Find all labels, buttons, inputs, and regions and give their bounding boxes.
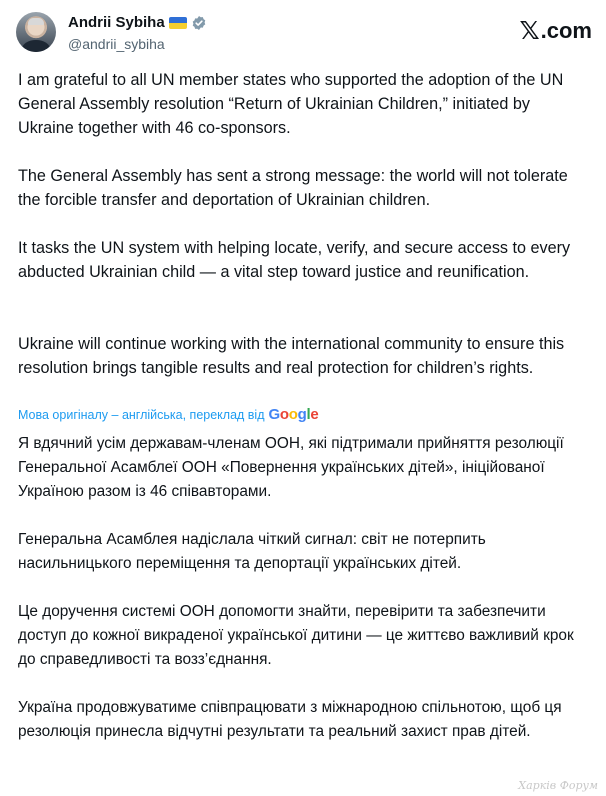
ukraine-flag-icon <box>169 17 187 29</box>
avatar-hair <box>28 18 44 25</box>
x-logo-icon: 𝕏 <box>519 16 540 45</box>
translation-note-label: Мова оригіналу – англійська, переклад від <box>18 407 265 422</box>
post-text-ua-1 <box>18 432 590 504</box>
post-paragraph: I am grateful to all UN member states who supported the adoption of the UN General Assembly resolution “Return of Ukrainian Children,” initiated by Ukraine together with 46 co-sponsors. <box>18 71 564 137</box>
post-text-en-1 <box>18 68 590 140</box>
post-text-ua-4 <box>18 696 590 744</box>
avatar[interactable] <box>16 12 56 52</box>
post-paragraph: Ukraine will continue working with the international community to ensure this resolution brings tangible results and real protection for children’s rights. <box>18 335 565 377</box>
translation-note[interactable] <box>18 406 318 423</box>
author-handle[interactable]: @andrii_sybiha <box>68 36 165 52</box>
post-paragraph: Генеральна Асамблея надіслала чіткий сигнал: світ не потерпить насильницького переміщення та депортації українських дітей. <box>18 531 486 572</box>
avatar-suit <box>22 40 50 52</box>
author-name-row <box>68 14 207 31</box>
post-text-ua-2 <box>18 528 590 576</box>
post-text-en-2 <box>18 164 590 212</box>
post-text-en-3 <box>18 236 590 284</box>
post-paragraph: It tasks the UN system with helping locate, verify, and secure access to every abducted Ukrainian child — a vital step toward justice and reunification. <box>18 239 571 281</box>
post-paragraph: The General Assembly has sent a strong message: the world will not tolerate the forcible transfer and deportation of Ukrainian children. <box>18 167 568 209</box>
post-paragraph: Я вдячний усім державам-членам ООН, які підтримали прийняття резолюції Генеральної Асамблеї ООН «Повернення українських дітей», ініційованої Україною разом із 46 співавторами. <box>18 435 564 500</box>
x-logo-text: .com <box>540 17 592 43</box>
google-logo-icon: Google <box>268 406 319 423</box>
post-text-en-4 <box>18 332 590 380</box>
post-text-ua-3 <box>18 600 590 672</box>
x-com-logo <box>519 16 592 45</box>
post-header <box>16 10 592 58</box>
watermark: Харків Форум <box>518 779 598 792</box>
author-name[interactable]: Andrii Sybiha <box>68 14 165 31</box>
post-paragraph: Це доручення системі ООН допомогти знайти, перевірити та забезпечити доступ до кожної викраденої української дитини — це життєво важливий крок до справедливості та возз’єднання. <box>18 603 574 668</box>
verified-badge-icon <box>191 15 207 31</box>
post-paragraph: Україна продовжуватиме співпрацювати з міжнародною спільнотою, щоб ця резолюція принесла відчутні результати та реальний захист прав дітей. <box>18 699 562 740</box>
